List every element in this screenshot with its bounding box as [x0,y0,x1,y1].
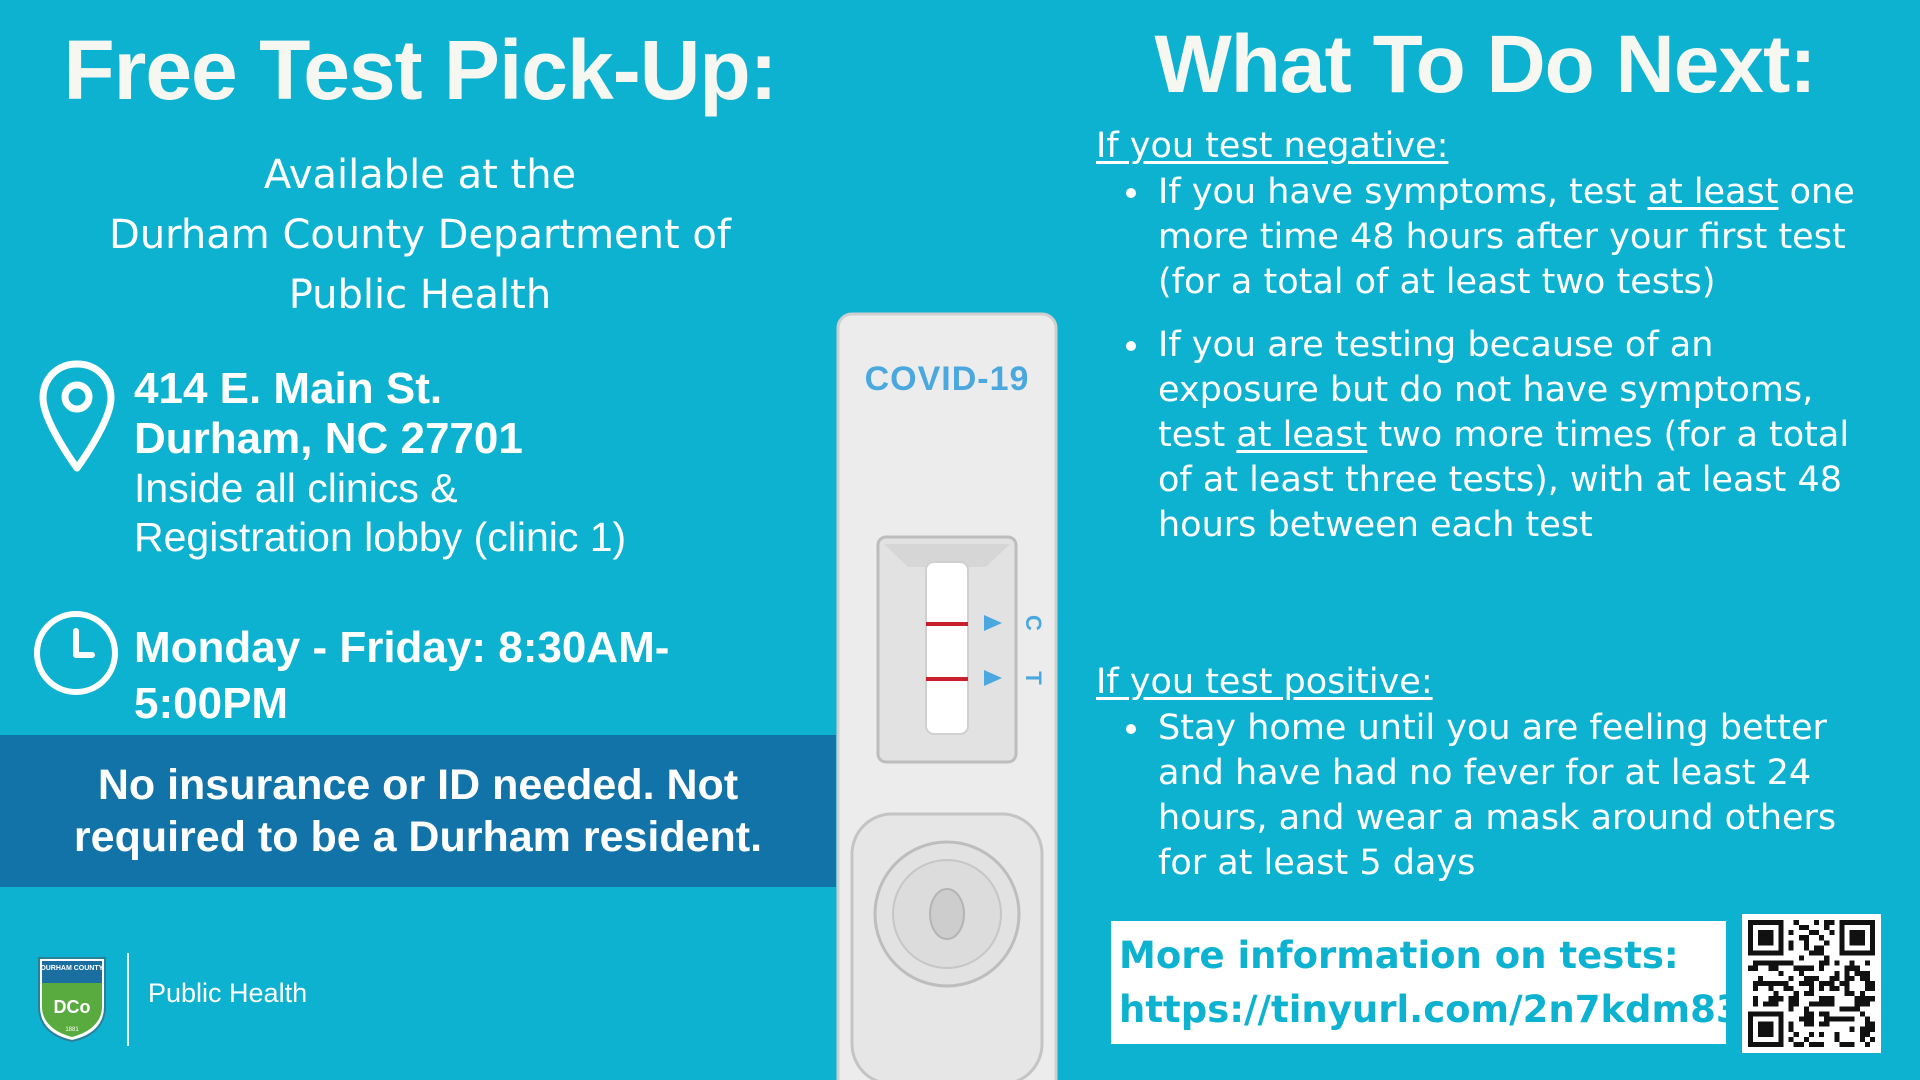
location-pin-icon [38,360,116,475]
durham-county-logo [36,955,108,1043]
list-item: Stay home until you are feeling better and have had no fever for at least 24 hours, and wear a mask around others for at least 5 days [1122,706,1882,886]
bullet-text: one more time 48 hours after your first test (for a total of at least two tests) [1158,172,1855,302]
availability-text [60,145,780,325]
test-marker: T [1021,671,1046,685]
control-marker: C [1021,615,1046,631]
availability-line: Durham County Department of [109,212,731,258]
bullet-emphasis: at least [1236,415,1368,455]
eligibility-banner [0,735,836,887]
availability-line: Public Health [288,272,552,318]
availability-line: Available at the [263,152,577,198]
bullet-text: If you have symptoms, test [1158,172,1648,212]
positive-list [1122,706,1882,904]
bullet-text: two more times (for a total of at least three tests), with at least 48 hours between each test [1158,415,1850,545]
negative-heading: If you test negative: [1096,126,1449,166]
positive-heading: If you test positive: [1096,662,1433,702]
logo-divider [127,953,129,1046]
hours-text: Monday - Friday: 8:30AM- 5:00PM [134,623,670,728]
logo-year: 1881 [65,1027,79,1033]
logo-letters: DCo [53,997,91,1017]
address-street: 414 E. Main St. [134,364,443,413]
more-info-box [1111,921,1742,1044]
address-block [134,364,794,562]
bullet-emphasis: at least [1647,172,1779,212]
address-note: Registration lobby (clinic 1) [134,514,627,560]
left-title: Free Test Pick-Up: [63,23,777,117]
device-label: COVID-19 [864,360,1030,398]
address-note: Inside all clinics & [134,465,458,511]
list-item [1122,323,1882,548]
logo-text: Public Health [148,978,308,1008]
list-item [1122,170,1882,305]
more-info-label: More information on tests: [1119,934,1679,977]
negative-list [1122,170,1882,566]
banner-line: No insurance or ID needed. Not [97,761,739,809]
clock-icon [32,609,120,697]
more-info-link[interactable]: https://tinyurl.com/2n7kdm83 [1119,988,1742,1031]
address-city: Durham, NC 27701 [134,414,523,463]
qr-code[interactable] [1742,914,1881,1053]
qr-code-image [1748,920,1875,1047]
covid-test-device [836,312,1058,1080]
bullet-text: If you are testing because of an exposure but do not have symptoms, test [1158,325,1814,455]
banner-line: required to be a Durham resident. [73,813,763,861]
logo-badge-text: DURHAM COUNTY [40,965,104,972]
right-title: What To Do Next: [1154,19,1816,110]
